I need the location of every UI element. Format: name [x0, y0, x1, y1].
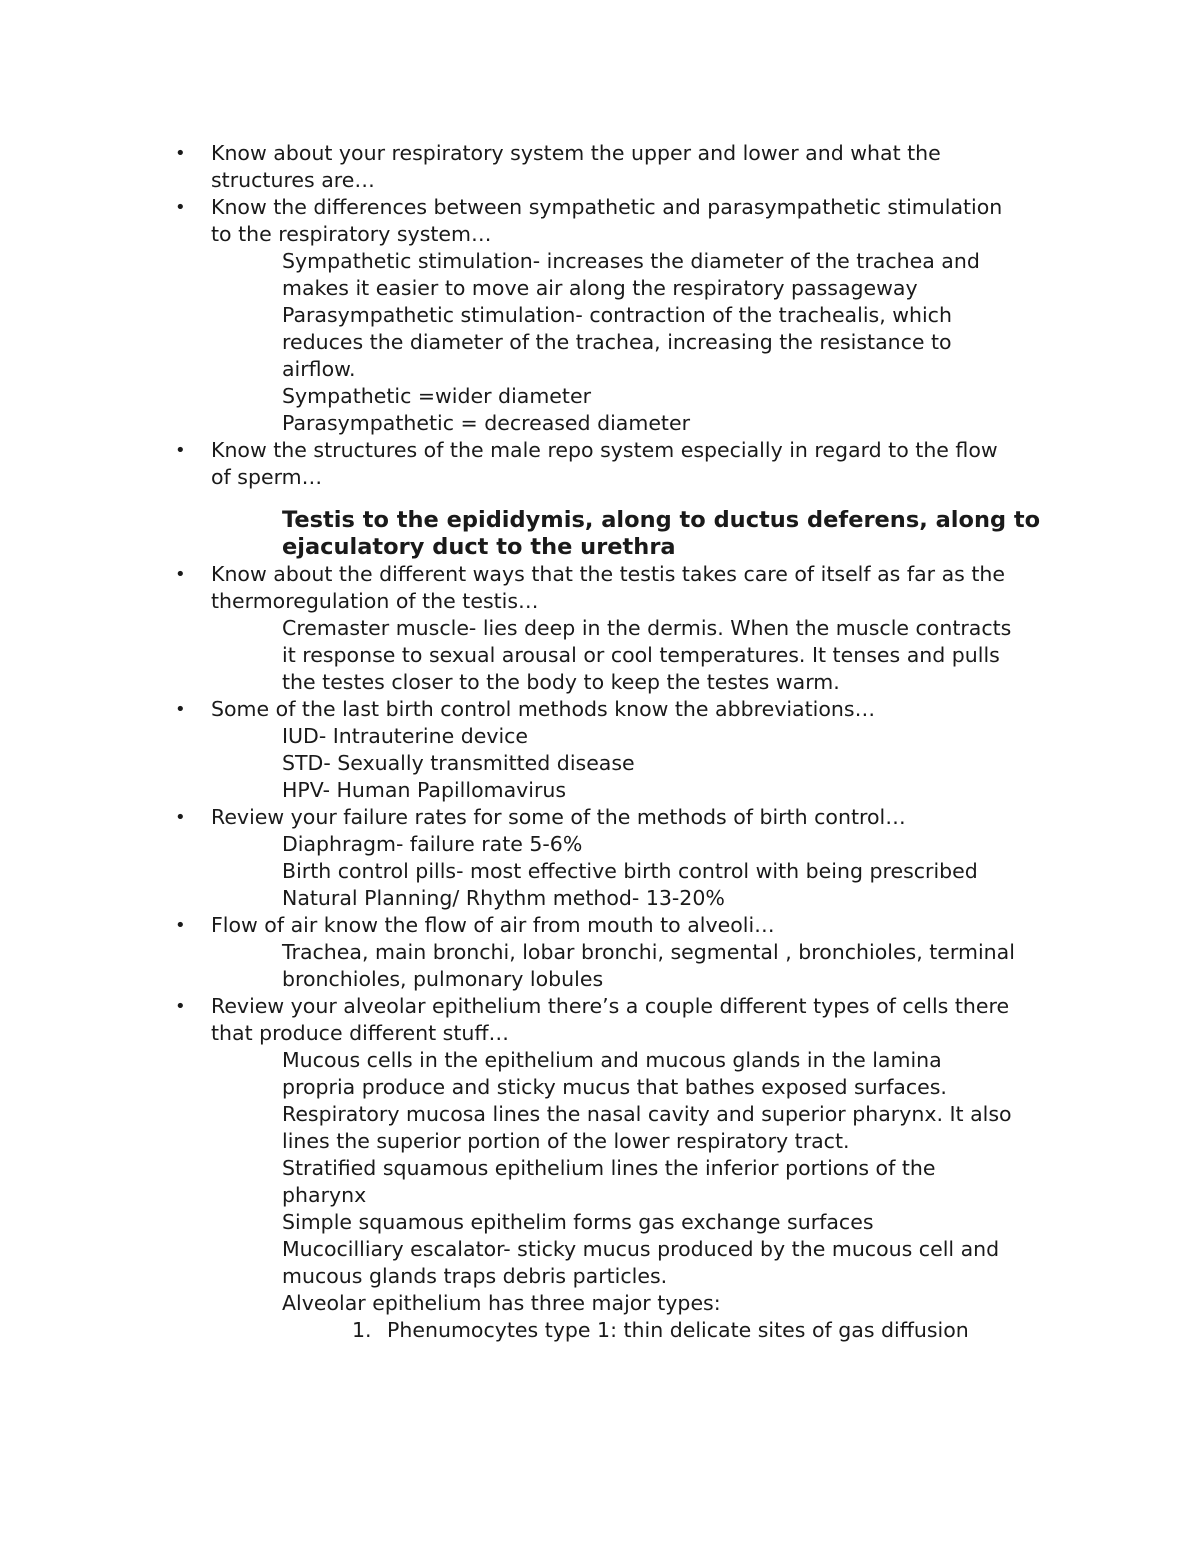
bullet-item	[0, 561, 1200, 588]
sub-item-text: Mucous cells in the epithelium and mucous glands in the lamina	[282, 1048, 942, 1072]
sub-item-text: Sympathetic =wider diameter	[282, 384, 591, 408]
bullet-marker: •	[175, 807, 186, 828]
bullet-marker: •	[175, 915, 186, 936]
numbered-item-text: Phenumocytes type 1: thin delicate sites of gas diffusion	[387, 1318, 969, 1342]
bullet-text: Review your alveolar epithelium there’s a couple different types of cells there	[211, 994, 1010, 1018]
bullet-text: Know the differences between sympathetic and parasympathetic stimulation	[211, 195, 1003, 219]
bullet-text: Know about your respiratory system the upper and lower and what the	[211, 141, 941, 165]
sub-item-text: Stratified squamous epithelium lines the inferior portions of the	[282, 1156, 936, 1180]
bullet-marker: •	[175, 996, 186, 1017]
numbered-item	[0, 1317, 1200, 1344]
bullet-marker: •	[175, 699, 186, 720]
bullet-item	[0, 437, 1200, 464]
bullet-item	[0, 696, 1200, 723]
sub-item-text: propria produce and sticky mucus that bathes exposed surfaces.	[282, 1075, 947, 1099]
sub-item-text: Birth control pills- most effective birth control with being prescribed	[282, 859, 978, 883]
sub-item-text: Trachea, main bronchi, lobar bronchi, segmental , bronchioles, terminal	[282, 940, 1015, 964]
bullet-text-continuation: structures are…	[211, 168, 375, 192]
document-body	[0, 140, 1200, 1344]
bullet-text: Know about the different ways that the testis takes care of itself as far as the	[211, 562, 1005, 586]
sub-item-text: STD- Sexually transmitted disease	[282, 751, 635, 775]
bullet-text-continuation: thermoregulation of the testis…	[211, 589, 539, 613]
sub-item-text: reduces the diameter of the trachea, increasing the resistance to	[282, 330, 952, 354]
bullet-text: Review your failure rates for some of the methods of birth control…	[211, 805, 906, 829]
sub-item-text: Sympathetic stimulation- increases the diameter of the trachea and	[282, 249, 980, 273]
sub-item-text: Simple squamous epithelim forms gas exchange surfaces	[282, 1210, 874, 1234]
sub-item-text: Diaphragm- failure rate 5-6%	[282, 832, 583, 856]
bullet-text: Know the structures of the male repo system especially in regard to the flow	[211, 438, 998, 462]
bullet-marker: •	[175, 440, 186, 461]
bullet-text: Flow of air know the flow of air from mouth to alveoli…	[211, 913, 775, 937]
sub-item-text: Parasympathetic = decreased diameter	[282, 411, 691, 435]
sub-item-text: airflow.	[282, 357, 356, 381]
bold-heading: Testis to the epididymis, along to ductus deferens, along to	[282, 507, 1041, 533]
sub-item-text: Parasympathetic stimulation- contraction of the trachealis, which	[282, 303, 952, 327]
sub-item-text: pharynx	[282, 1183, 367, 1207]
bullet-item	[0, 140, 1200, 167]
bullet-marker: •	[175, 564, 186, 585]
bullet-text-continuation: of sperm…	[211, 465, 323, 489]
sub-item-text: Respiratory mucosa lines the nasal cavity and superior pharynx. It also	[282, 1102, 1012, 1126]
sub-item-text: Natural Planning/ Rhythm method- 13-20%	[282, 886, 725, 910]
sub-item-text: the testes closer to the body to keep the testes warm.	[282, 670, 840, 694]
sub-item-text: IUD- Intrauterine device	[282, 724, 529, 748]
sub-item-text: Alveolar epithelium has three major types:	[282, 1291, 721, 1315]
sub-item-text: it response to sexual arousal or cool temperatures. It tenses and pulls	[282, 643, 1000, 667]
bullet-item	[0, 993, 1200, 1020]
sub-item-text: mucous glands traps debris particles.	[282, 1264, 668, 1288]
sub-item-text: Mucocilliary escalator- sticky mucus produced by the mucous cell and	[282, 1237, 1000, 1261]
bullet-marker: •	[175, 197, 186, 218]
bullet-item	[0, 194, 1200, 221]
bullet-item	[0, 804, 1200, 831]
number-marker: 1.	[352, 1318, 372, 1342]
bullet-text-continuation: that produce different stuff…	[211, 1021, 510, 1045]
bullet-item	[0, 912, 1200, 939]
sub-item-text: makes it easier to move air along the respiratory passageway	[282, 276, 918, 300]
sub-item-text: Cremaster muscle- lies deep in the dermis. When the muscle contracts	[282, 616, 1012, 640]
bullet-text-continuation: to the respiratory system…	[211, 222, 492, 246]
bullet-text: Some of the last birth control methods know the abbreviations…	[211, 697, 876, 721]
sub-item-text: lines the superior portion of the lower respiratory tract.	[282, 1129, 850, 1153]
bullet-marker: •	[175, 143, 186, 164]
spacer	[0, 491, 1200, 507]
sub-item-text: bronchioles, pulmonary lobules	[282, 967, 604, 991]
bold-heading: ejaculatory duct to the urethra	[282, 534, 676, 560]
sub-item-text: HPV- Human Papillomavirus	[282, 778, 567, 802]
